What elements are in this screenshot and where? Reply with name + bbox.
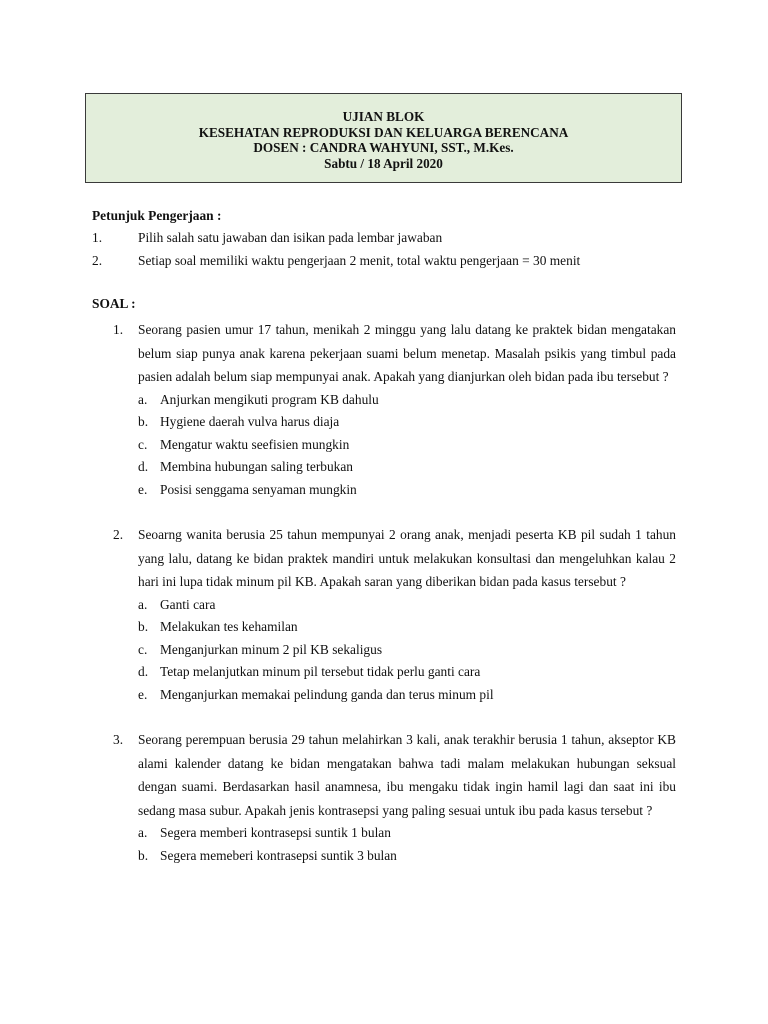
option-letter: b. xyxy=(138,414,149,429)
questions-list xyxy=(113,318,676,889)
option-letter: e. xyxy=(138,686,148,702)
option-text: Hygiene daerah vulva harus diaja xyxy=(160,414,340,429)
answer-option xyxy=(138,434,676,457)
option-text: Anjurkan mengikuti program KB dahulu xyxy=(160,391,379,407)
question-1 xyxy=(113,318,676,501)
exam-date: Sabtu / 18 April 2020 xyxy=(324,155,443,171)
question-text: Seorang pasien umur 17 tahun, menikah 2 minggu yang lalu datang ke praktek bidan mengatakan belum siap punya anak karena pekerjaan suami belum menetap. Masalah psikis yang timbul pada pasien adalah belum siap mempunyai anak. Apakah yang dianjurkan oleh bidan pada ibu tersebut ? xyxy=(138,322,676,384)
answer-options xyxy=(138,822,676,867)
answer-option xyxy=(138,479,676,502)
answer-option xyxy=(138,616,676,639)
option-text: Tetap melanjutkan minum pil tersebut tidak perlu ganti cara xyxy=(160,664,481,679)
instruction-text: Setiap soal memiliki waktu pengerjaan 2 menit, total waktu pengerjaan = 30 menit xyxy=(138,253,581,268)
answer-options xyxy=(138,594,676,707)
question-number: 1. xyxy=(113,322,124,337)
question-2 xyxy=(113,523,676,706)
option-text: Ganti cara xyxy=(160,596,216,612)
answer-option xyxy=(138,822,676,845)
option-text: Melakukan tes kehamilan xyxy=(160,619,298,634)
option-text: Mengatur waktu seefisien mungkin xyxy=(160,436,350,452)
answer-option xyxy=(138,684,676,707)
lecturer-name: DOSEN : CANDRA WAHYUNI, SST., M.Kes. xyxy=(253,140,514,155)
soal-heading: SOAL : xyxy=(92,296,136,311)
instructions-section xyxy=(92,207,692,275)
question-number: 3. xyxy=(113,732,124,747)
option-letter: d. xyxy=(138,459,149,474)
instruction-number: 1. xyxy=(92,230,103,245)
option-letter: a. xyxy=(138,825,148,840)
instruction-text: Pilih salah satu jawaban dan isikan pada lembar jawaban xyxy=(138,230,443,245)
option-text: Segera memberi kontrasepsi suntik 1 bulan xyxy=(160,825,391,840)
option-letter: b. xyxy=(138,847,149,863)
answer-option xyxy=(138,594,676,617)
option-letter: a. xyxy=(138,391,148,407)
answer-option xyxy=(138,389,676,412)
answer-option xyxy=(138,639,676,662)
option-text: Menganjurkan memakai pelindung ganda dan terus minum pil xyxy=(160,686,494,702)
instructions-title: Petunjuk Pengerjaan : xyxy=(92,208,222,223)
answer-option xyxy=(138,411,676,434)
answer-option xyxy=(138,456,676,479)
exam-title: UJIAN BLOK xyxy=(342,109,425,124)
option-letter: c. xyxy=(138,436,148,452)
question-number: 2. xyxy=(113,527,124,542)
option-text: Membina hubungan saling terbukan xyxy=(160,459,354,474)
instruction-item xyxy=(92,229,692,252)
option-text: Segera memeberi kontrasepsi suntik 3 bulan xyxy=(160,847,397,863)
question-text: Seorang perempuan berusia 29 tahun melahirkan 3 kali, anak terakhir berusia 1 tahun, akseptor KB alami kalender datang ke bidan mengatakan bahwa tadi malam melakukan hubungan seksual dengan suami. Berdasarkan hasil anamnesa, ibu mengaku tidak ingin hamil lagi dan saat ini ibu sedang masa subur. Apakah jenis kontrasepsi yang paling sesuai untuk ibu pada kasus tersebut ? xyxy=(138,732,676,818)
option-letter: a. xyxy=(138,596,148,612)
answer-option xyxy=(138,661,676,684)
question-3 xyxy=(113,728,676,867)
instruction-number: 2. xyxy=(92,253,103,268)
answer-option xyxy=(138,845,676,868)
question-text: Seoarng wanita berusia 25 tahun mempunyai 2 orang anak, menjadi peserta KB pil sudah 1 tahun yang lalu, datang ke bidan praktek mandiri untuk melakukan konsultasi dan mengeluhkan kalau 2 hari ini lupa tidak minum pil KB. Apakah saran yang diberikan bidan pada kasus tersebut ? xyxy=(138,527,676,589)
option-text: Posisi senggama senyaman mungkin xyxy=(160,481,357,497)
option-letter: d. xyxy=(138,664,149,679)
exam-header-box xyxy=(85,93,682,183)
option-letter: b. xyxy=(138,619,149,634)
option-text: Menganjurkan minum 2 pil KB sekaligus xyxy=(160,641,383,657)
instruction-item xyxy=(92,252,692,275)
option-letter: c. xyxy=(138,641,148,657)
option-letter: e. xyxy=(138,481,148,497)
answer-options xyxy=(138,389,676,502)
course-title: KESEHATAN REPRODUKSI DAN KELUARGA BERENCANA xyxy=(198,124,569,140)
